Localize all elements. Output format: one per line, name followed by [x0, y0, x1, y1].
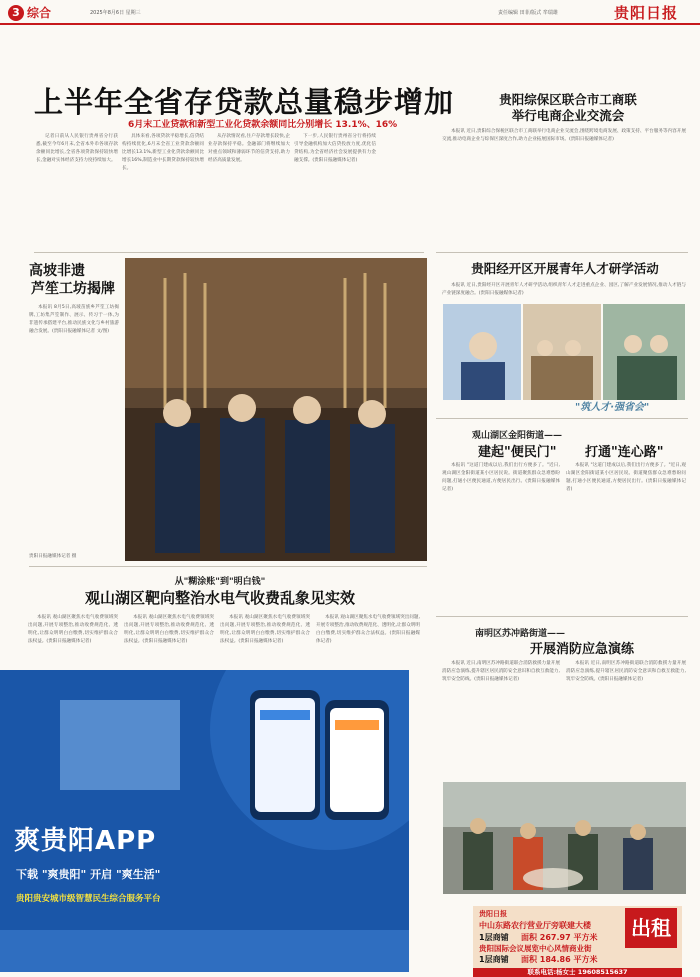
app-ad-org: 贵阳贵安城市级智慧民生综合服务平台 [16, 894, 161, 904]
story-fees-col3: 本报讯 观山湖区聚焦水电气收费领域突出问题,开展专项整治,推动收费规范化、透明化,让群众明明白白缴费,切实维护群众合法权益。(贵阳日报融媒体记者) [220, 615, 310, 644]
fire-drill-photo [443, 782, 686, 894]
youth-photo-1 [443, 304, 521, 400]
gaofei-lusheng-photo [125, 258, 427, 561]
story-gaofei-title: 高坡非遗 芦笙工坊揭牌 [29, 263, 115, 297]
rental-building-2: 贵阳国际会议展览中心风情商业街 [479, 944, 592, 953]
lead-text-col4: 下一步,人民银行贵州省分行将持续引导金融机构加大信贷投放力度,优化信贷结构,为全省经济社会发展提供有力金融支撑。(贵阳日报融媒体记者) [294, 134, 376, 163]
rental-contact[interactable]: 联系电话:杨女士 19608515637 [527, 968, 628, 976]
story-youth-title: 贵阳经开区开展青年人才研学活动 [471, 261, 659, 276]
story-fire-title: 开展消防应急演练 [530, 642, 635, 657]
lead-subheadline: 6月末工业贷款和新型工业化贷款余额同比分别增长 13.1%、16% [128, 120, 398, 130]
story-fees-kicker: 从"糊涂账"到"明白钱" [174, 577, 266, 587]
lead-text-col3: 从存款情况看,住户存款增长较快,企业存款保持平稳。金融部门将继续加大对重点领域和薄弱环节的信贷支持,助力经济高质量发展。 [208, 134, 290, 163]
app-ad-cta[interactable]: 下载 "爽贵阳" 开启 "爽生活" [16, 868, 161, 881]
story-fees-col2: 本报讯 观山湖区聚焦水电气收费领域突出问题,开展专项整治,推动收费规范化、透明化,让群众明明白白缴费,切实维护群众合法权益。(贵阳日报融媒体记者) [124, 615, 214, 644]
story-fire-col1: 本报讯 近日,南明区苏冲路街道联合消防救援力量开展消防应急演练,提升辖区居民消防安全意识和自救互救能力,筑牢安全防线。(贵阳日报融媒体记者) [442, 661, 560, 682]
story-convenience-col1: 本报讯 "这道门建成以后,我们出行方便多了。"近日,观山湖区金阳街道某小区居民说。街道聚焦群众急难愁盼问题,打通小区便民通道,方便居民出行。(贵阳日报融媒体记者) [442, 463, 560, 492]
gaofei-photo-credit: 贵阳日报融媒体记者 摄 [29, 554, 77, 559]
app-ad-title: 爽贵阳APP [14, 826, 157, 856]
rental-advertisement[interactable] [473, 906, 682, 968]
story-fire-kicker: 南明区苏冲路街道—— [475, 629, 566, 639]
youth-photo-2 [523, 304, 601, 400]
story-fire-col2: 本报讯 近日,南明区苏冲路街道联合消防救援力量开展消防应急演练,提升辖区居民消防安全意识和自救互救能力,筑牢安全防线。(贵阳日报融媒体记者) [566, 661, 686, 682]
rental-floor-2: 1层商铺 [479, 955, 509, 964]
story-convenience-col2: 本报讯 "这道门建成以后,我们出行方便多了。"近日,观山湖区金阳街道某小区居民说。街道聚焦群众急难愁盼问题,打通小区便民通道,方便居民出行。(贵阳日报融媒体记者) [566, 463, 686, 492]
editor-credits: 责任编辑 田菲/版式 牟瑞雄 [498, 10, 558, 16]
story-fees-col4: 本报讯 观山湖区聚焦水电气收费领域突出问题,开展专项整治,推动收费规范化、透明化,让群众明明白白缴费,切实维护群众合法权益。(贵阳日报融媒体记者) [316, 615, 420, 644]
story-fees-col1: 本报讯 观山湖区聚焦水电气收费领域突出问题,开展专项整治,推动收费规范化、透明化,让群众明明白白缴费,切实维护群众合法权益。(贵阳日报融媒体记者) [28, 615, 118, 644]
rental-area-1: 面积 267.97 平方米 [521, 933, 598, 942]
section-name: 综合 [27, 6, 52, 20]
story-fees-title: 观山湖区靶向整治水电气收费乱象见实效 [84, 589, 355, 607]
story-convenience-title-left: 建起"便民门" [478, 445, 557, 460]
story-jd-text: 本报讯 近日,贵阳综合保税区联合市工商联举行电商企业交流会,围绕跨境电商发展、政策支持、平台服务等内容开展交流,推动电商企业与综保区深度合作,助力企业拓展国际市场。(贵阳日报融媒体记者) [442, 129, 686, 142]
rental-building-1: 中山东路农行营业厅旁联建大楼 [479, 921, 591, 930]
masthead-logo: 贵阳日报 [614, 4, 679, 22]
rental-ad-logo: 贵阳日报 [479, 910, 507, 918]
story-convenience-kicker: 观山湖区金阳街道—— [472, 431, 563, 441]
youth-photo-3 [603, 304, 685, 400]
lead-text-col2: 具体来看,各项贷款平稳增长,信贷结构持续优化,6月末全省工业贷款余额同比增长13.1%,新型工业化贷款余额同比增长16%,制造业中长期贷款保持较快增长。 [122, 134, 204, 171]
header-rule [0, 23, 700, 25]
issue-date: 2025年8月6日 星期三 [90, 10, 141, 16]
rental-banner: 出租 [625, 908, 677, 948]
rental-floor-1: 1层商铺 [479, 933, 509, 942]
app-advertisement[interactable] [0, 670, 409, 972]
story-youth-text: 本报讯 近日,贵阳经开区开展青年人才研学活动,组织青年人才走进重点企业、园区,了解产业发展情况,推动人才链与产业链深度融合。(贵阳日报融媒体记者) [442, 283, 686, 296]
lead-text-col1: 记者日前从人民银行贵州省分行获悉,截至今年6月末,全省本外币各项存款余额同比增长,全省各项贷款保持较快增长,金融对实体经济支持力度持续加大。 [36, 134, 118, 163]
rental-area-2: 面积 184.86 平方米 [521, 955, 598, 964]
lead-headline: 上半年全省存贷款总量稳步增加 [34, 85, 455, 119]
youth-photo-caption: "筑人才·强省会" [575, 402, 650, 413]
story-gaofei-text: 本报讯 8月5日,高坡苗族乡芦笙工坊揭牌,工坊集芦笙制作、展示、传习于一体,为非遗传承搭建平台,推动民族文化与乡村旅游融合发展。(贵阳日报融媒体记者 文/图) [29, 305, 119, 334]
story-jd-title: 贵阳综保区联合市工商联 举行电商企业交流会 [499, 92, 637, 123]
section-number: 3 [8, 5, 24, 21]
story-convenience-title-right: 打通"连心路" [585, 445, 664, 460]
